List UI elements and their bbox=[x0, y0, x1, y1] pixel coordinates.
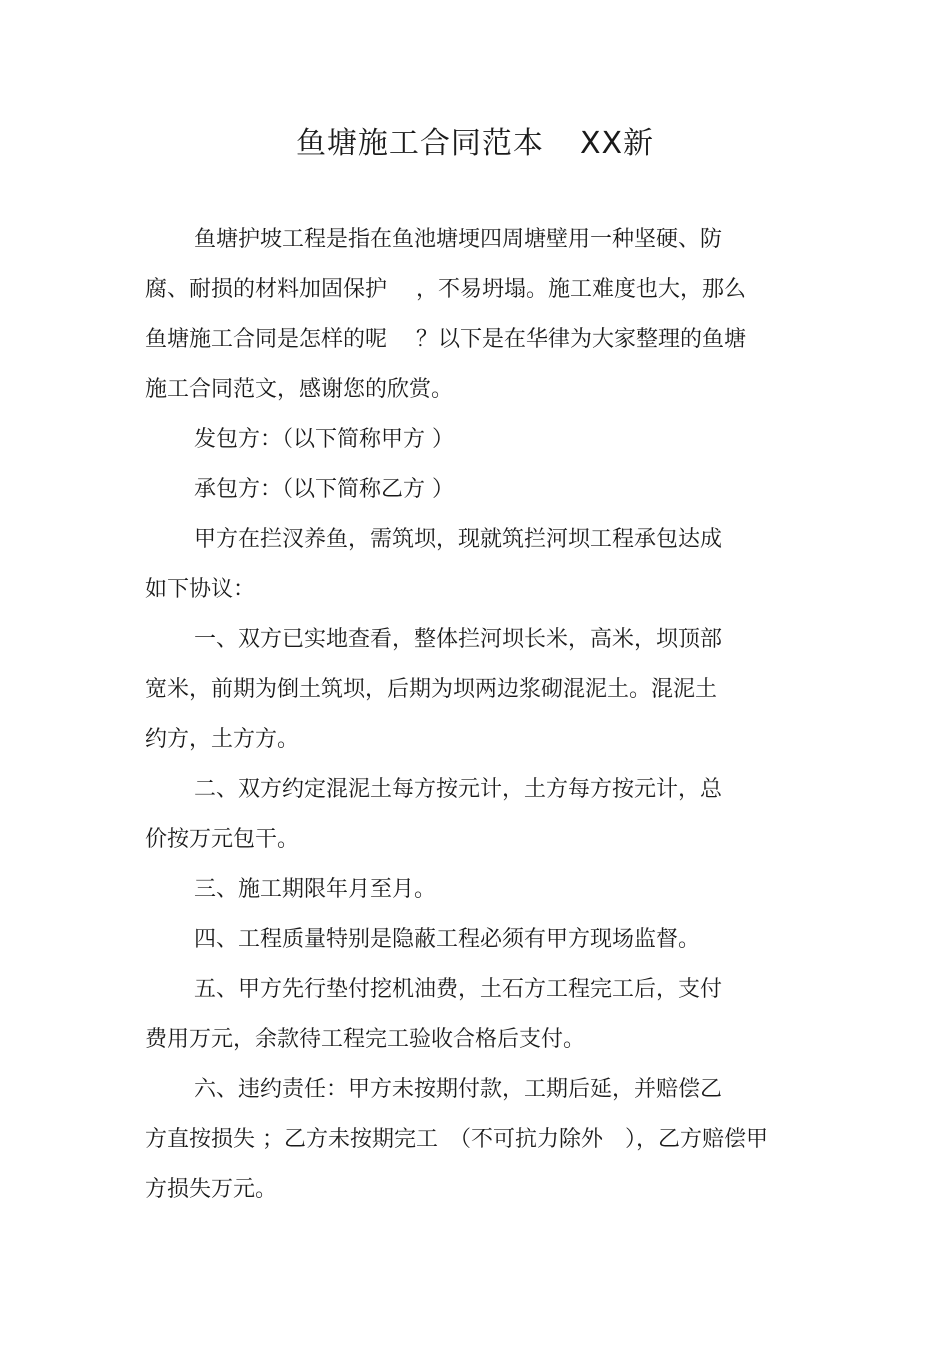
clause-line: 四、工程质量特别是隐蔽工程必须有甲方现场监督。 bbox=[194, 927, 701, 952]
paragraph-line: 甲方在拦汊养鱼，需筑坝，现就筑拦河坝工程承包达成 bbox=[194, 527, 723, 552]
clause-line: 六、违约责任：甲方未按期付款，工期后延，并赔偿乙 bbox=[194, 1077, 723, 1102]
title-main: 鱼塘施工合同范本 bbox=[295, 126, 544, 161]
paragraph-line: 腐、耐损的材料加固保护 ，不易坍塌。施工难度也大，那么 bbox=[145, 277, 746, 302]
clause-line: 五、甲方先行垫付挖机油费，土石方工程完工后，支付 bbox=[194, 977, 723, 1002]
title-suffix: XX新 bbox=[579, 126, 655, 161]
document-title bbox=[0, 120, 950, 168]
clause-line: 一、双方已实地查看，整体拦河坝长米，高米，坝顶部 bbox=[194, 627, 723, 652]
party-a-line: 发包方：（以下简称甲方 ） bbox=[194, 427, 454, 452]
paragraph-line: 鱼塘施工合同是怎样的呢 ？以下是在华律为大家整理的鱼塘 bbox=[145, 327, 746, 352]
paragraph-line: 施工合同范文，感谢您的欣赏。 bbox=[145, 377, 454, 402]
clause-line: 费用万元，余款待工程完工验收合格后支付。 bbox=[145, 1027, 586, 1052]
clause-line: 价按万元包干。 bbox=[145, 827, 300, 852]
clause-line: 宽米，前期为倒土筑坝，后期为坝两边浆砌混泥土。混泥土 bbox=[145, 677, 718, 702]
paragraph-line: 如下协议： bbox=[145, 577, 256, 602]
clause-line: 三、施工期限年月至月。 bbox=[194, 877, 437, 902]
party-b-line: 承包方：（以下简称乙方 ） bbox=[194, 477, 454, 502]
clause-line: 二、双方约定混泥土每方按元计，土方每方按元计，总 bbox=[194, 777, 723, 802]
clause-line: 方直按损失 ；乙方未按期完工 （不可抗力除外 ），乙方赔偿甲 bbox=[145, 1127, 768, 1152]
clause-line: 约方，土方方。 bbox=[145, 727, 300, 752]
clause-line: 方损失万元。 bbox=[145, 1177, 278, 1202]
paragraph-line: 鱼塘护坡工程是指在鱼池塘埂四周塘壁用一种坚硬、防 bbox=[194, 227, 723, 252]
